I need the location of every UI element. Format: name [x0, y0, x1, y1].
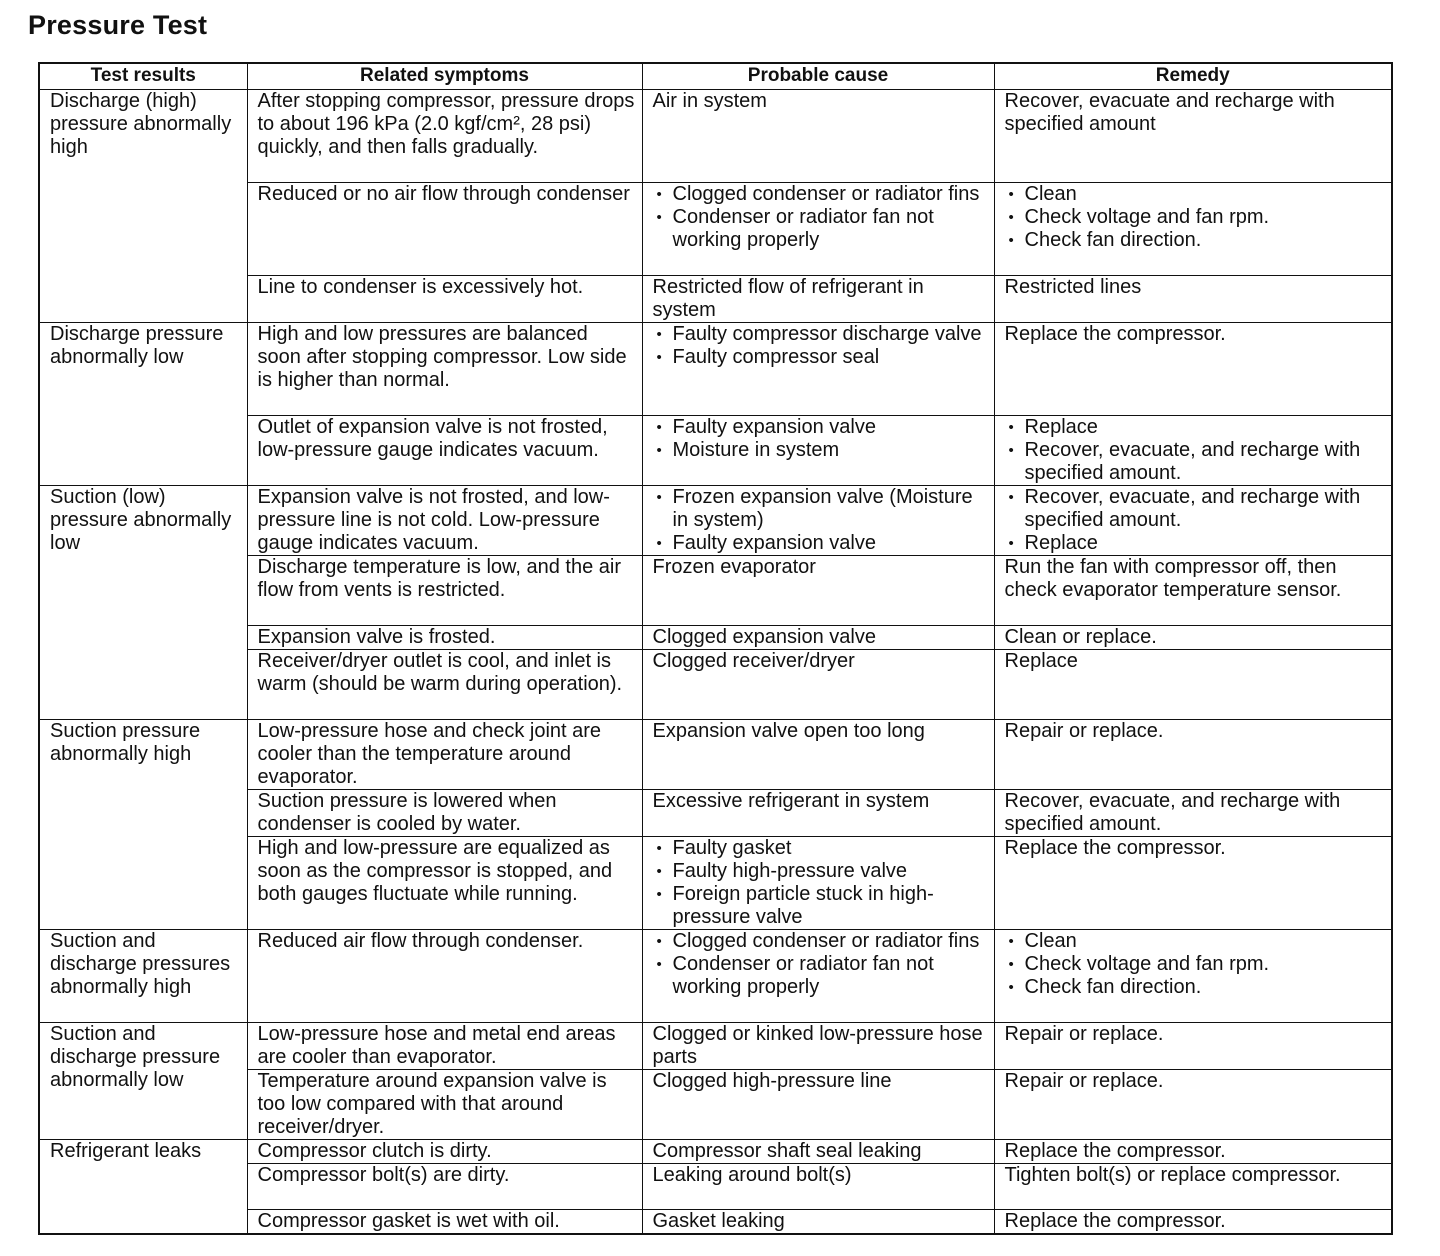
remedy-cell — [994, 323, 1392, 416]
symptom-cell: Low-pressure hose and metal end areas are cooler than evaporator. — [247, 1023, 642, 1070]
remedy-list-item: • Recover, evacuate, and recharge with specified amount. — [1005, 486, 1386, 532]
cause-cell — [642, 1210, 994, 1235]
symptom-cell: Line to condenser is excessively hot. — [247, 276, 642, 323]
test-result-cell: Discharge pressure abnormally low — [39, 323, 247, 486]
remedy-text: Replace the compressor. — [1004, 323, 1226, 345]
symptom-cell: Receiver/dryer outlet is cool, and inlet is warm (should be warm during operation). — [247, 650, 642, 720]
cause-text: Excessive refrigerant in system — [652, 790, 930, 812]
cause-cell — [642, 1164, 994, 1210]
remedy-cell — [994, 1070, 1392, 1140]
table-row — [39, 323, 1392, 416]
cause-cell — [642, 486, 994, 556]
remedy-cell — [994, 1164, 1392, 1210]
remedy-cell — [994, 650, 1392, 720]
remedy-list — [1005, 416, 1386, 485]
cause-cell — [642, 626, 994, 650]
remedy-list-item: • Check voltage and fan rpm. — [1005, 206, 1386, 229]
remedy-text: Replace the compressor. — [1004, 837, 1226, 859]
remedy-cell — [994, 720, 1392, 790]
symptom-cell: Temperature around expansion valve is too low compared with that around receiver/dryer. — [247, 1070, 642, 1140]
remedy-text: Restricted lines — [1004, 276, 1142, 298]
test-result-cell: Refrigerant leaks — [39, 1140, 247, 1235]
table-row — [39, 930, 1392, 1023]
cause-cell — [642, 90, 994, 183]
table-row — [39, 720, 1392, 790]
cause-cell — [642, 837, 994, 930]
remedy-list-item: • Check voltage and fan rpm. — [1005, 953, 1386, 976]
cause-list-item: • Condenser or radiator fan not working properly — [653, 953, 988, 999]
remedy-cell — [994, 416, 1392, 486]
symptom-cell: Outlet of expansion valve is not frosted, low-pressure gauge indicates vacuum. — [247, 416, 642, 486]
cause-cell — [642, 720, 994, 790]
test-result-cell: Suction and discharge pressure abnormally low — [39, 1023, 247, 1140]
cause-text: Clogged expansion valve — [652, 626, 876, 648]
symptom-cell: Expansion valve is frosted. — [247, 626, 642, 650]
cause-text: Clogged receiver/dryer — [652, 650, 855, 672]
remedy-cell — [994, 837, 1392, 930]
cause-list — [653, 416, 988, 462]
test-result-cell: Suction (low) pressure abnormally low — [39, 486, 247, 720]
symptom-cell: Suction pressure is lowered when condenser is cooled by water. — [247, 790, 642, 837]
cause-text: Air in system — [652, 90, 767, 112]
table-row — [39, 1140, 1392, 1164]
cause-text: Leaking around bolt(s) — [652, 1164, 852, 1186]
remedy-text: Run the fan with compressor off, then check evaporator temperature sensor. — [1004, 556, 1342, 601]
cause-cell — [642, 1070, 994, 1140]
cause-list-item: • Clogged condenser or radiator fins — [653, 183, 988, 206]
cause-cell — [642, 1023, 994, 1070]
cause-list-item: • Condenser or radiator fan not working properly — [653, 206, 988, 252]
cause-text: Clogged high-pressure line — [652, 1070, 892, 1092]
pressure-test-table — [38, 62, 1393, 1235]
cause-cell — [642, 790, 994, 837]
remedy-cell — [994, 1023, 1392, 1070]
remedy-text: Replace the compressor. — [1004, 1140, 1226, 1162]
table-row — [39, 1023, 1392, 1070]
cause-list — [653, 930, 988, 999]
remedy-text: Repair or replace. — [1004, 1070, 1164, 1092]
remedy-text: Tighten bolt(s) or replace compressor. — [1004, 1164, 1341, 1186]
cause-list — [653, 323, 988, 369]
cause-cell — [642, 416, 994, 486]
symptom-cell: Compressor clutch is dirty. — [247, 1140, 642, 1164]
remedy-list-item: • Check fan direction. — [1005, 976, 1386, 999]
symptom-cell: Compressor gasket is wet with oil. — [247, 1210, 642, 1235]
cause-cell — [642, 323, 994, 416]
cause-cell — [642, 650, 994, 720]
cause-text: Frozen evaporator — [652, 556, 816, 578]
cause-text: Expansion valve open too long — [652, 720, 925, 742]
cause-text: Restricted flow of refrigerant in system — [652, 276, 924, 321]
test-result-cell: Suction pressure abnormally high — [39, 720, 247, 930]
remedy-text: Recover, evacuate and recharge with specified amount — [1004, 90, 1335, 135]
table-body — [39, 90, 1392, 1235]
cause-list-item: • Foreign particle stuck in high-pressure valve — [653, 883, 988, 929]
cause-list-item: • Faulty gasket — [653, 837, 988, 860]
remedy-list-item: • Clean — [1005, 183, 1386, 206]
cause-list-item: • Faulty expansion valve — [653, 416, 988, 439]
cause-text: Compressor shaft seal leaking — [652, 1140, 922, 1162]
cause-cell — [642, 183, 994, 276]
cause-list-item: • Moisture in system — [653, 439, 988, 462]
symptom-cell: High and low-pressure are equalized as soon as the compressor is stopped, and both gauges fluctuate while running. — [247, 837, 642, 930]
remedy-list-item: • Recover, evacuate, and recharge with specified amount. — [1005, 439, 1386, 485]
cause-cell — [642, 276, 994, 323]
cause-list-item: • Clogged condenser or radiator fins — [653, 930, 988, 953]
cause-cell — [642, 930, 994, 1023]
cause-list — [653, 486, 988, 555]
cause-list-item: • Faulty compressor discharge valve — [653, 323, 988, 346]
symptom-cell: Reduced or no air flow through condenser — [247, 183, 642, 276]
header-row — [39, 63, 1392, 90]
symptom-cell: Reduced air flow through condenser. — [247, 930, 642, 1023]
header-related-symptoms: Related symptoms — [247, 63, 642, 90]
remedy-list — [1005, 183, 1386, 252]
remedy-list — [1005, 930, 1386, 999]
remedy-text: Replace the compressor. — [1004, 1210, 1226, 1232]
remedy-list-item: • Replace — [1005, 532, 1386, 555]
remedy-list — [1005, 486, 1386, 555]
remedy-cell — [994, 930, 1392, 1023]
cause-cell — [642, 556, 994, 626]
symptom-cell: Compressor bolt(s) are dirty. — [247, 1164, 642, 1210]
symptom-cell: Discharge temperature is low, and the air flow from vents is restricted. — [247, 556, 642, 626]
remedy-cell — [994, 90, 1392, 183]
remedy-cell — [994, 183, 1392, 276]
header-test-results: Test results — [39, 63, 247, 90]
table-row — [39, 486, 1392, 556]
remedy-text: Clean or replace. — [1004, 626, 1157, 648]
cause-text: Gasket leaking — [652, 1210, 785, 1232]
remedy-list-item: • Check fan direction. — [1005, 229, 1386, 252]
symptom-cell: After stopping compressor, pressure drops to about 196 kPa (2.0 kgf/cm², 28 psi) quickly, and then falls gradually. — [247, 90, 642, 183]
remedy-text: Repair or replace. — [1004, 720, 1164, 742]
remedy-cell — [994, 556, 1392, 626]
remedy-text: Replace — [1004, 650, 1078, 672]
remedy-cell — [994, 486, 1392, 556]
cause-list-item: • Faulty high-pressure valve — [653, 860, 988, 883]
symptom-cell: Low-pressure hose and check joint are cooler than the temperature around evaporator. — [247, 720, 642, 790]
cause-list-item: • Faulty compressor seal — [653, 346, 988, 369]
cause-list — [653, 837, 988, 929]
cause-text: Clogged or kinked low-pressure hose parts — [652, 1023, 983, 1068]
header-remedy: Remedy — [994, 63, 1392, 90]
header-probable-cause: Probable cause — [642, 63, 994, 90]
remedy-text: Repair or replace. — [1004, 1023, 1164, 1045]
remedy-cell — [994, 626, 1392, 650]
remedy-cell — [994, 1140, 1392, 1164]
cause-list-item: • Frozen expansion valve (Moisture in system) — [653, 486, 988, 532]
remedy-list-item: • Clean — [1005, 930, 1386, 953]
remedy-cell — [994, 1210, 1392, 1235]
remedy-text: Recover, evacuate, and recharge with specified amount. — [1004, 790, 1341, 835]
test-result-cell: Discharge (high) pressure abnormally high — [39, 90, 247, 323]
symptom-cell: High and low pressures are balanced soon after stopping compressor. Low side is higher than normal. — [247, 323, 642, 416]
test-result-cell: Suction and discharge pressures abnormally high — [39, 930, 247, 1023]
symptom-cell: Expansion valve is not frosted, and low-pressure line is not cold. Low-pressure gauge indicates vacuum. — [247, 486, 642, 556]
remedy-list-item: • Replace — [1005, 416, 1386, 439]
page-title: Pressure Test — [28, 10, 208, 40]
cause-cell — [642, 1140, 994, 1164]
table-row — [39, 90, 1392, 183]
cause-list — [653, 183, 988, 252]
remedy-cell — [994, 276, 1392, 323]
remedy-cell — [994, 790, 1392, 837]
cause-list-item: • Faulty expansion valve — [653, 532, 988, 555]
